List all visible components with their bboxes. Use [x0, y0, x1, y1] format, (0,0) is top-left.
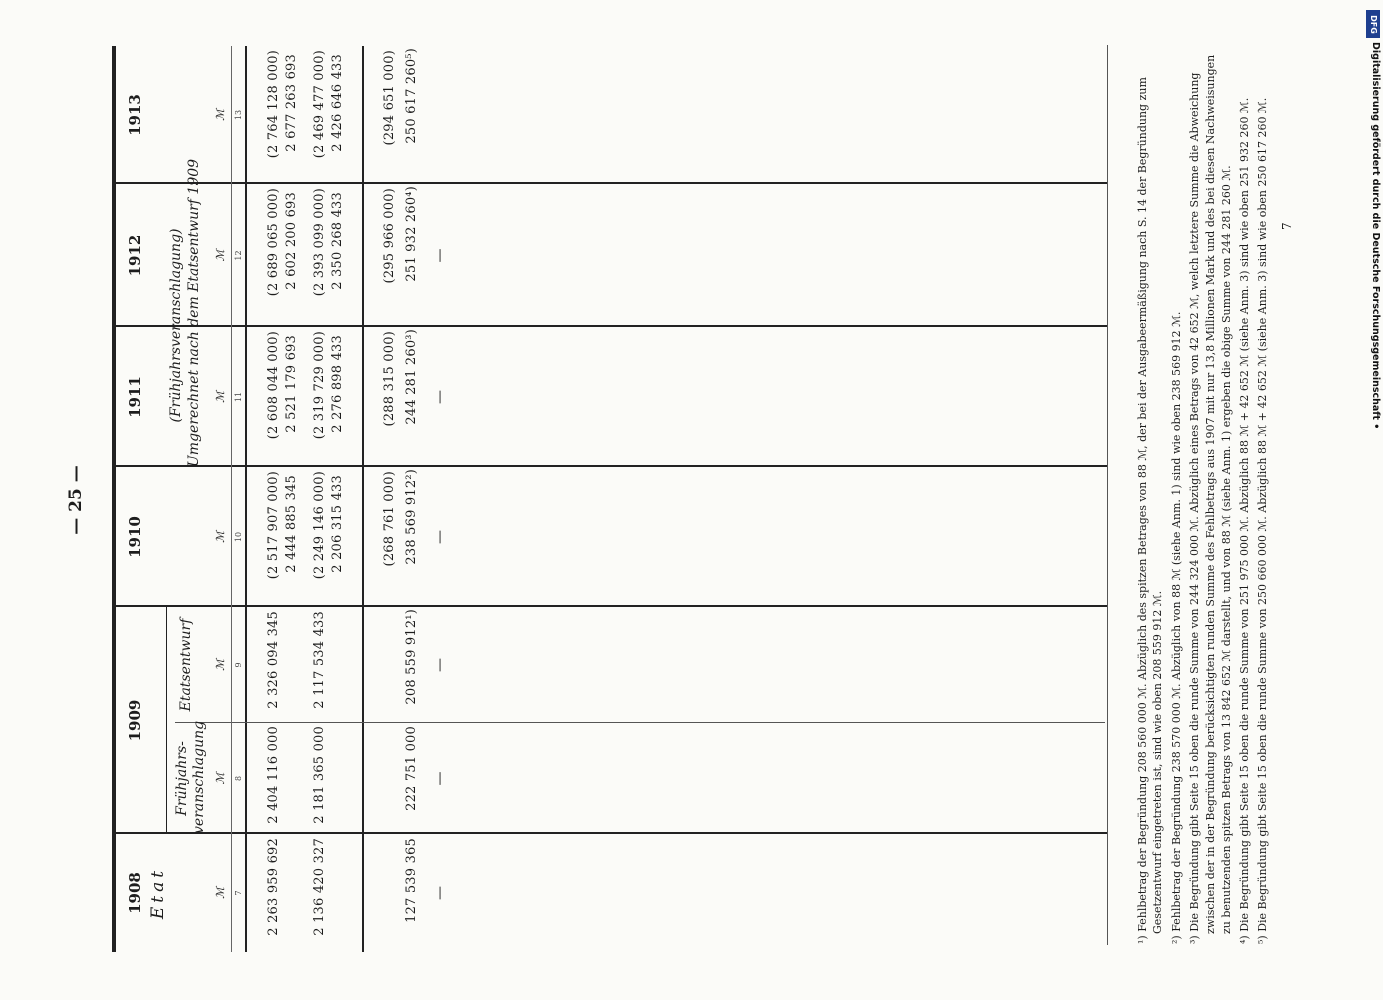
- cell-r2-c12: (2 393 099 000): [312, 188, 327, 297]
- side-note-text: Digitalisierung gefördert durch die Deutsche Forschungsgemeinschaft •: [1370, 42, 1381, 430]
- cell-r5-c10: 238 569 912²): [404, 469, 419, 565]
- cell-r4-c13: (294 651 000): [382, 50, 397, 146]
- cell-r6-c9: —: [432, 658, 448, 672]
- group-header-line1: (Frühjahrsveranschlagung): [168, 228, 184, 423]
- cell-r4-c10: (268 761 000): [382, 471, 397, 567]
- currency-col10: ℳ: [214, 531, 227, 543]
- year-1908: 1908: [126, 872, 144, 914]
- colnum-7: 7: [234, 890, 243, 896]
- page-number: — 25 —: [66, 465, 86, 535]
- cell-r0-c11: (2 608 044 000): [266, 331, 281, 440]
- cell-r3-c10: 2 206 315 433: [330, 475, 345, 573]
- side-note: [1366, 10, 1382, 430]
- cell-r6-c12: —: [432, 248, 448, 263]
- cell-r2-c7: 2 136 420 327: [312, 838, 327, 936]
- footnote-3b: zwischen der in der Begründung berücksichtigten runden Summe des Fehlbetrags aus 1907 mit nur 13,8 Millionen Mark und des bei diesen Nachweisungen: [1204, 54, 1217, 934]
- group-header-line2: Umgerechnet nach dem Etatsentwurf 1909: [186, 158, 202, 467]
- subheading-etat: Etat: [148, 866, 168, 920]
- cell-r2-c11: (2 319 729 000): [312, 331, 327, 440]
- cell-r6-c8: —: [432, 771, 448, 786]
- cell-r0-c8: 2 404 116 000: [266, 726, 281, 824]
- subheading-etatsentwurf: Etatsentwurf: [178, 618, 194, 712]
- cur-separator: [231, 46, 232, 952]
- divider-12-13: [112, 182, 1107, 184]
- cell-r0-c9: 2 326 094 345: [266, 611, 281, 709]
- footnote-3a: ³) Die Begründung gibt Seite 15 oben die runde Summe von 244 324 000 ℳ. Abzüglich eines Betrags von 42 652 ℳ, welch letztere Summe die Abweichung: [1188, 72, 1201, 944]
- cell-r5-c9: 208 559 912¹): [404, 609, 419, 705]
- cell-r2-c10: (2 249 146 000): [312, 471, 327, 580]
- cell-r1-c13: 2 677 263 693: [284, 54, 299, 152]
- currency-col9: ℳ: [214, 659, 227, 671]
- footnote-3c: zu benutzenden spitzen Betrags von 13 842 652 ℳ darstellt, und von 88 ℳ (siehe Anm. 1) ergeben die obige Summe von 244 281 260 ℳ.: [1220, 165, 1233, 934]
- footnote-4: ⁴) Die Begründung gibt Seite 15 oben die runde Summe von 251 975 000 ℳ. Abzüglich 88 ℳ + 42 652 ℳ (siehe Anm. 3) sind wie oben 251 932 260 ℳ.: [1238, 97, 1251, 944]
- divider-10-11: [112, 465, 1107, 467]
- divider-7-8: [112, 832, 1107, 834]
- footnote-1b: Gesetzentwurf eingetreten ist, sind wie oben 208 559 912 ℳ.: [1151, 590, 1164, 934]
- cell-r5-c8: 222 751 000: [404, 726, 419, 811]
- year-1911: 1911: [126, 376, 144, 418]
- currency-col11: ℳ: [214, 391, 227, 403]
- divider-8-9: [175, 722, 1105, 723]
- cell-r4-c12: (295 966 000): [382, 188, 397, 284]
- cell-r6-c11: —: [432, 390, 448, 404]
- colnum-8: 8: [234, 775, 243, 782]
- cell-r0-c7: 2 263 959 692: [266, 838, 281, 936]
- currency-col8: ℳ: [214, 772, 227, 785]
- cell-r2-c9: 2 117 534 433: [312, 611, 327, 709]
- footnote-rule: [1107, 45, 1108, 945]
- cell-r6-c10: —: [432, 530, 448, 544]
- cell-r2-c8: 2 181 365 000: [312, 726, 327, 824]
- cell-r5-c11: 244 281 260³): [404, 329, 419, 425]
- cell-r0-c10: (2 517 907 000): [266, 471, 281, 580]
- colnum-13: 13: [234, 109, 243, 121]
- year-1913: 1913: [126, 94, 144, 136]
- cell-r0-c13: (2 764 128 000): [266, 50, 281, 159]
- year-1912: 1912: [126, 234, 144, 277]
- currency-col12: ℳ: [214, 249, 227, 262]
- currency-col13: ℳ: [214, 109, 227, 121]
- cell-r5-c7: 127 539 365: [404, 838, 419, 923]
- footnote-1a: ¹) Fehlbetrag der Begründung 208 560 000 ℳ. Abzüglich des spitzen Betrages von 88 ℳ, der bei der Ausgabeermäßigung nach S. 14 der Begründung zum: [1136, 77, 1149, 944]
- cell-r3-c13: 2 426 646 433: [330, 54, 345, 152]
- subheading-fruehjahrsveranschlagung: Frühjahrs- veranschlagung: [174, 720, 207, 834]
- cell-r5-c13: 250 617 260⁵): [404, 48, 419, 144]
- cell-r3-c12: 2 350 268 433: [330, 192, 345, 290]
- year-1910: 1910: [126, 516, 144, 558]
- footnote-5: ⁵) Die Begründung gibt Seite 15 oben die runde Summe von 250 660 000 ℳ. Abzüglich 88 ℳ + 42 652 ℳ (siehe Anm. 3) sind wie oben 250 617 260 ℳ.: [1256, 97, 1269, 944]
- cell-r1-c12: 2 602 200 693: [284, 192, 299, 290]
- dfg-logo-text: DFG: [1368, 14, 1378, 34]
- cell-r1-c11: 2 521 179 693: [284, 335, 299, 433]
- currency-col7: ℳ: [214, 887, 227, 899]
- cell-r3-c11: 2 276 898 433: [330, 335, 345, 433]
- footnote-2: ²) Fehlbetrag der Begründung 238 570 000 ℳ. Abzüglich von 88 ℳ (siehe Anm. 1) sind wie oben 238 569 912 ℳ.: [1170, 311, 1183, 944]
- cell-r2-c13: (2 469 477 000): [312, 50, 327, 159]
- signature-mark: 7: [1280, 222, 1294, 230]
- cell-r0-c12: (2 689 065 000): [266, 188, 281, 297]
- year-1909-underline: [166, 607, 167, 834]
- divider-9-10: [112, 605, 1107, 607]
- cell-r4-c11: (288 315 000): [382, 331, 397, 427]
- colnum-11: 11: [234, 391, 243, 403]
- divider-11-12: [112, 325, 1107, 327]
- year-1909: 1909: [126, 699, 144, 742]
- colnum-10: 10: [234, 531, 243, 543]
- dfg-logo: [1366, 10, 1380, 38]
- cell-r5-c12: 251 932 260⁴): [404, 186, 419, 282]
- colnum-12: 12: [234, 250, 243, 261]
- colnum-9: 9: [234, 662, 243, 668]
- cell-r1-c10: 2 444 885 345: [284, 475, 299, 573]
- cell-r6-c7: —: [432, 886, 448, 900]
